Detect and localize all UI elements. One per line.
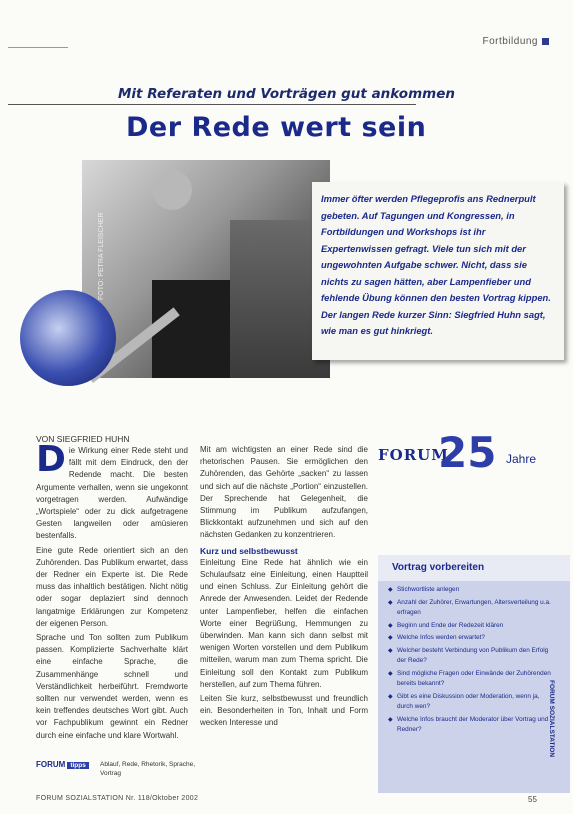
list-item: ◆ Welcher besteht Verbindung von Publikum den Erfolg der Rede? — [388, 646, 556, 667]
microphone-icon — [20, 290, 116, 386]
article-headline: Der Rede wert sein — [126, 112, 427, 143]
vertical-brand: FORUM SOZIALSTATION — [548, 680, 555, 758]
sidebox-list — [388, 585, 556, 738]
list-item: ◆ Sind mögliche Fragen oder Einwände der Zuhörenden bereits bekannt? — [388, 669, 556, 690]
speaker-figure — [152, 170, 192, 210]
lead-box — [312, 182, 564, 360]
sidebox-title: Vortrag vorbereiten — [378, 555, 570, 581]
paragraph: Mit am wichtigsten an einer Rede sind die rhetorischen Pausen. Sie ermöglichen den Zuhörenden, das Gehörte „sacken“ zu lassen und sich auf die nächste „Portion“ einzustellen. Der Sprechende hat Gelegenheit, die Stimmung im Publikum aufzufangen, Blickkontakt aufzunehmen und sich auf den nächsten Gedanken zu konzentrieren. — [200, 445, 368, 540]
top-rule — [8, 47, 68, 48]
list-item: ◆ Gibt es eine Diskussion oder Moderation, wenn ja, durch wen? — [388, 692, 556, 713]
dropcap: D — [36, 439, 66, 480]
footer-logo: FORUM tipps — [36, 760, 89, 769]
list-item: ◆ Beginn und Ende der Redezeit klären — [388, 621, 556, 632]
headline-rule — [8, 104, 416, 105]
list-item: ◆ Welche Infos braucht der Moderator über Vortrag und Redner? — [388, 715, 556, 736]
footer-badge: tipps — [67, 762, 89, 769]
anniversary-label: Jahre — [506, 452, 537, 466]
article-photo — [82, 160, 330, 378]
section-square-icon — [542, 38, 549, 45]
subheading: Kurz und selbstbewusst — [200, 545, 298, 556]
photo-credit: FOTO: PETRA FLEISCHER — [98, 212, 105, 300]
paragraph: Einleitung Eine Rede hat ähnlich wie ein Schulaufsatz eine Einleitung, einen Hauptteil und einen Schluss. Zur Einleitung gehört die Anrede der Anwesenden. Leidet der Redende unter Lampenfieber, helfen die einfachen Worte einer Begrüßung, Hemmungen zu überwinden. Man kann sich dann selbst mit wenigen Worten vorstellen und dem Publikum mitteilen, warum man zum Thema spricht. Die Einleitung soll den Kontakt zum Publikum herstellen, auf zum Thema führen. — [200, 557, 368, 689]
info-sidebox — [378, 555, 570, 793]
anniversary-logo — [378, 428, 548, 477]
section-label: Fortbildung — [482, 36, 549, 47]
list-item: ◆ Welche Infos werden erwartet? — [388, 633, 556, 644]
page-number: 55 — [528, 795, 537, 804]
paragraph: Sprache und Ton sollten zum Publikum passen. Komplizierte Sachverhalte klärt eine einfache Sprache, die Zusammenhänge schnell und Verständlichkeit herbeiführt. Fremdworte sollten nur verwendet werden, wenn es kein treffendes deutsches Wort gibt. Auch vor Fachpublikum gewinnt ein Redner durch eine einfache und klare Wortwahl. — [36, 633, 188, 740]
list-item: ◆ Stichwortliste anlegen — [388, 585, 556, 596]
body-column-2 — [200, 444, 368, 732]
list-item: ◆ Anzahl der Zuhörer, Erwartungen, Altersverteilung u.a. erfragen — [388, 598, 556, 619]
footer-tags: Ablauf, Rede, Rhetorik, Sprache, Vortrag — [100, 761, 196, 777]
paragraph: ie Wirkung einer Rede steht und fällt mit dem Eindruck, den der Redende macht. Die besten Argumente verhallen, wenn sie ungekonnt vorgetragen werden. Aufwändige „Wortspiele“ oder zu dick aufgetragene Gesten langweilen oder amüsieren bestenfalls. — [36, 446, 188, 541]
podium-figure — [152, 280, 242, 378]
anniversary-brand: FORUM — [378, 446, 449, 464]
footer-citation: FORUM SOZIALSTATION Nr. 118/Oktober 2002 — [36, 795, 199, 802]
paragraph: Eine gute Rede orientiert sich an den Zuhörenden. Das Publikum erwartet, dass der Redner ein Experte ist. Die Rede muss das inhaltlich bestätigen. Nicht nötig oder sogar deplaziert sind dennoch langatmige Erklärungen zur Kompetenz der eigenen Person. — [36, 545, 188, 628]
paragraph: Leiten Sie kurz, selbstbewusst und freundlich ein. Besonderheiten in Ton, Inhalt und Form wecken Interesse und — [200, 694, 368, 728]
byline: VON SIEGFRIED HUHN — [36, 434, 130, 444]
article-lead: Immer öfter werden Pflegeprofis ans Rednerpult gebeten. Auf Tagungen und Kongressen, in Fortbildungen und Workshops ist ihr Expertenwissen gefragt. Viele tun sich mit der ungewohnten Aufgabe schwer. Nicht, dass sie nichts zu sagen hätten, aber Lampenfieber und fehlende Übung können den besten Vortrag kippen. Der langen Rede kurzer Sinn: Siegfried Huhn sagt, wie man es gut hinkriegt. — [321, 193, 551, 336]
anniversary-number: 25 — [438, 428, 497, 477]
article-kicker: Mit Referaten und Vorträgen gut ankommen — [118, 86, 455, 102]
